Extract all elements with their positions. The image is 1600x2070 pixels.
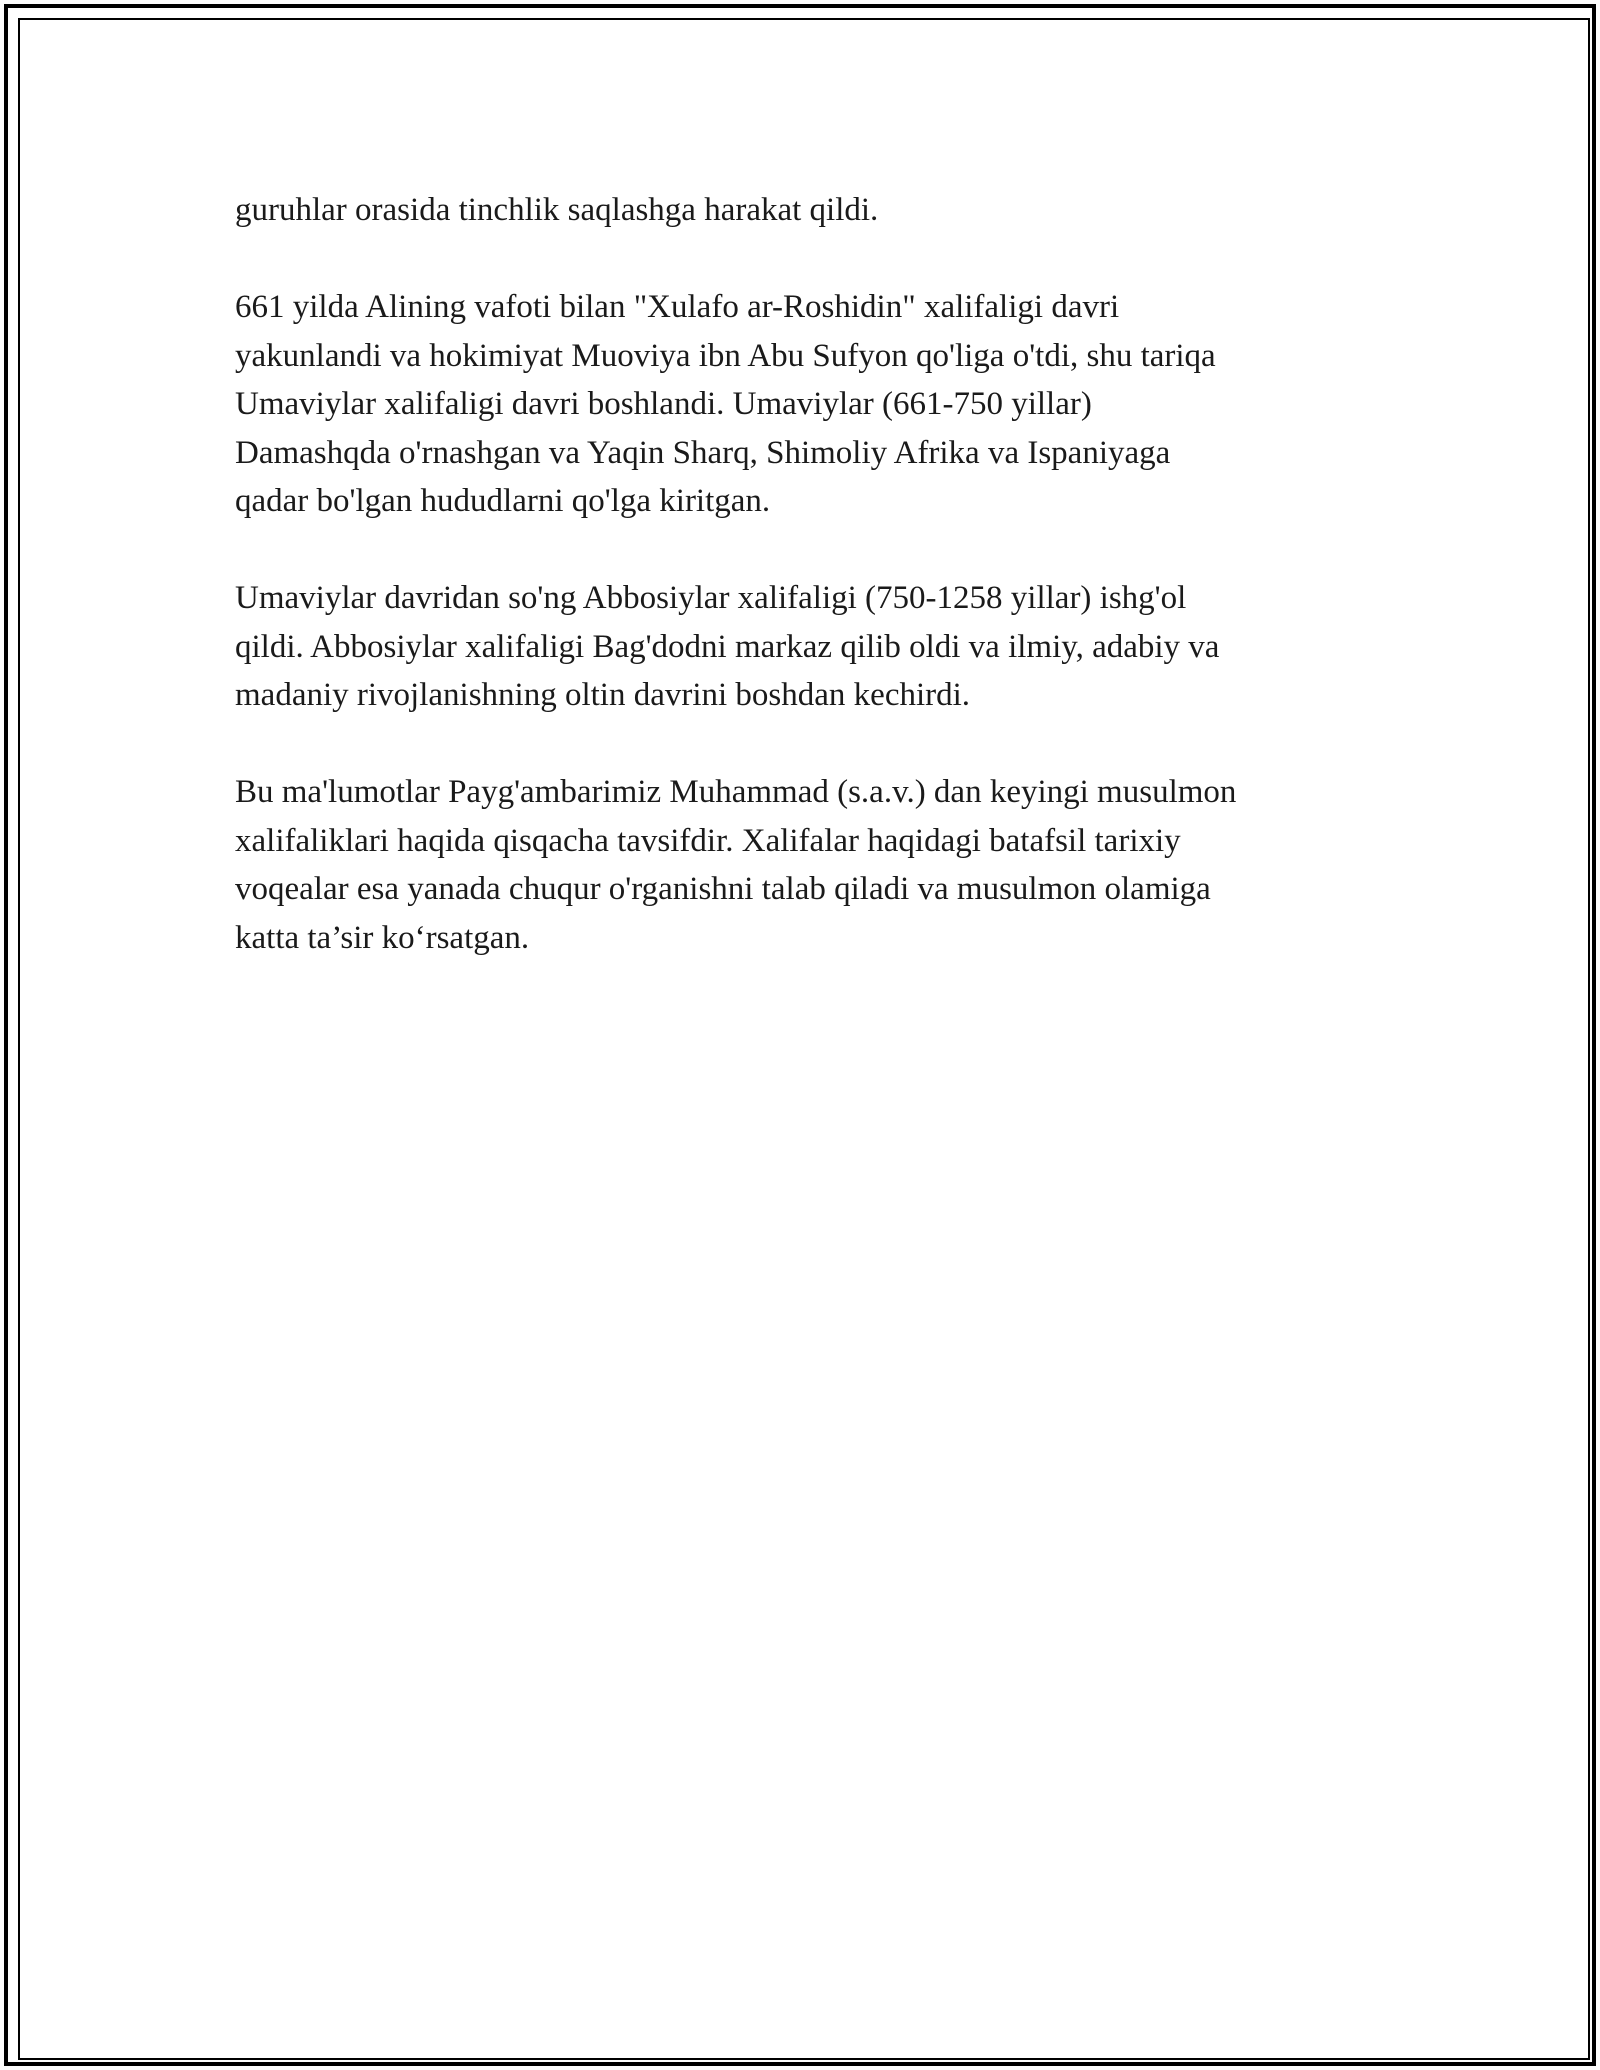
document-body xyxy=(235,186,1375,1011)
paragraph-1: guruhlar orasida tinchlik saqlashga harakat qildi. xyxy=(235,192,879,228)
paragraph-2: 661 yilda Alining vafoti bilan "Xulafo ar-Roshidin" xalifaligi davri yakunlandi va hokimiyat Muoviya ibn Abu Sufyon qo'liga o'tdi, shu tariqa Umaviylar xalifaligi davri boshlandi. Umaviylar (661-750 yillar) Damashqda o'rnashgan va Yaqin Sharq, Shimoliy Afrika va Ispaniyaga qadar bo'lgan hududlarni qo'lga kiritgan. xyxy=(235,289,1216,519)
paragraph-3: Umaviylar davridan so'ng Abbosiylar xalifaligi (750-1258 yillar) ishg'ol qildi. Abbosiylar xalifaligi Bag'dodni markaz qilib oldi va ilmiy, adabiy va madaniy rivojlanishning oltin davrini boshdan kechirdi. xyxy=(235,580,1220,713)
paragraph-4: Bu ma'lumotlar Payg'ambarimiz Muhammad (s.a.v.) dan keyingi musulmon xalifaliklari haqida qisqacha tavsifdir. Xalifalar haqidagi batafsil tarixiy voqealar esa yanada chuqur o'rganishni talab qiladi va musulmon olamiga katta ta’sir ko‘rsatgan. xyxy=(235,774,1237,956)
